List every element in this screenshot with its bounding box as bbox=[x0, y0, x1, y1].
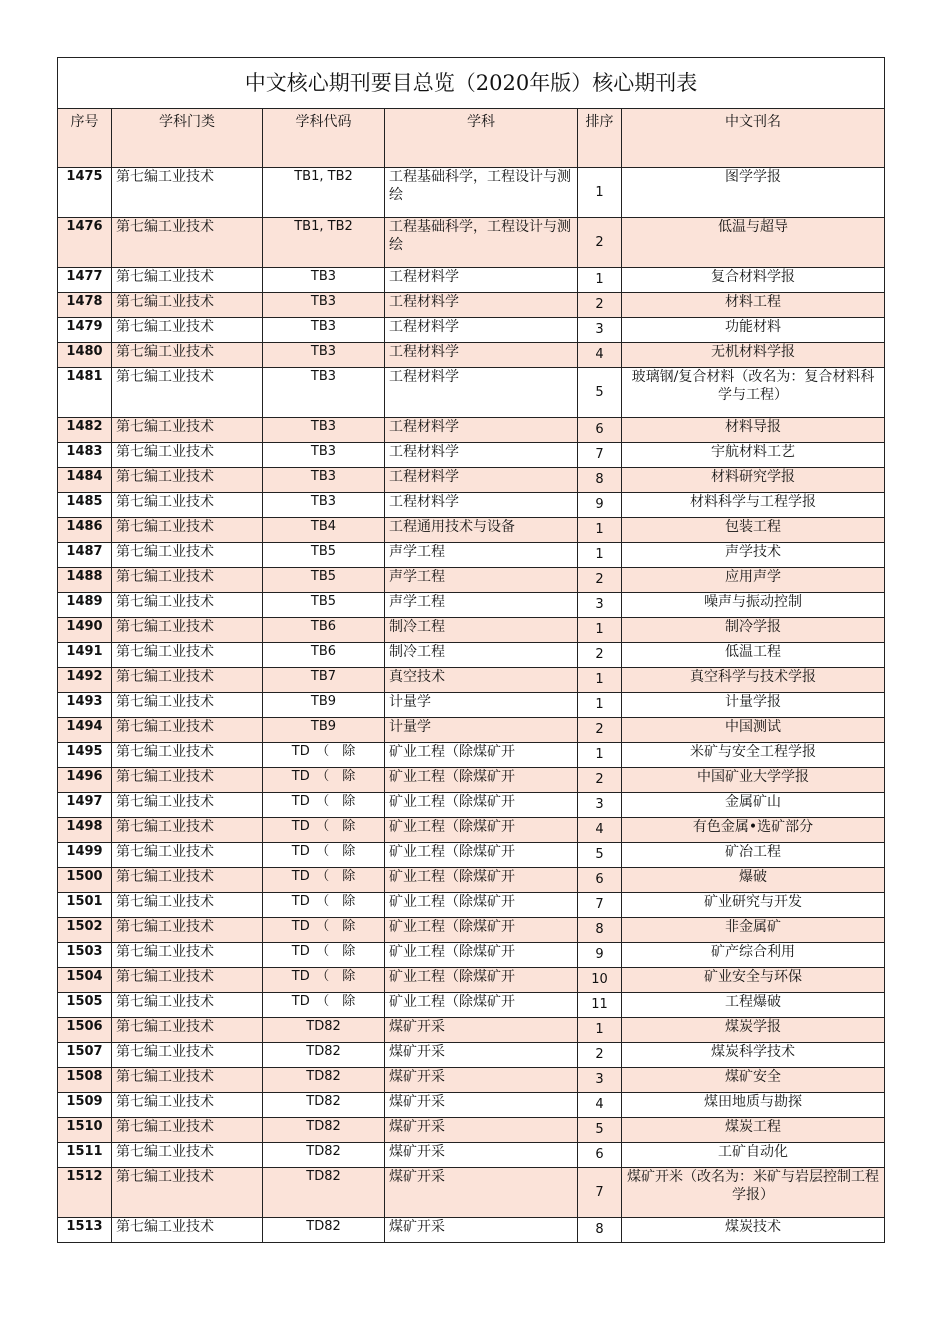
row-category: 第七编工业技术 bbox=[112, 718, 263, 743]
row-rank: 5 bbox=[578, 1118, 622, 1143]
row-code: TB1, TB2 bbox=[263, 218, 385, 268]
row-rank: 2 bbox=[578, 718, 622, 743]
table-row bbox=[58, 768, 885, 793]
row-number: 1495 bbox=[58, 743, 112, 768]
table-row bbox=[58, 743, 885, 768]
row-journal: 矿业研究与开发 bbox=[622, 893, 885, 918]
row-rank: 1 bbox=[578, 268, 622, 293]
row-rank: 2 bbox=[578, 568, 622, 593]
row-code: TD （ 除 bbox=[263, 743, 385, 768]
header-row bbox=[58, 109, 885, 168]
row-number: 1498 bbox=[58, 818, 112, 843]
row-number: 1479 bbox=[58, 318, 112, 343]
table-row bbox=[58, 1068, 885, 1093]
row-journal: 材料研究学报 bbox=[622, 468, 885, 493]
row-rank: 2 bbox=[578, 293, 622, 318]
table-row bbox=[58, 993, 885, 1018]
row-journal: 计量学报 bbox=[622, 693, 885, 718]
row-journal: 矿产综合利用 bbox=[622, 943, 885, 968]
row-subject: 煤矿开采 bbox=[385, 1093, 578, 1118]
row-rank: 4 bbox=[578, 1093, 622, 1118]
header-journal: 中文刊名 bbox=[622, 109, 885, 168]
row-code: TD （ 除 bbox=[263, 993, 385, 1018]
row-number: 1478 bbox=[58, 293, 112, 318]
row-category: 第七编工业技术 bbox=[112, 443, 263, 468]
row-rank: 3 bbox=[578, 318, 622, 343]
row-subject: 矿业工程（除煤矿开 bbox=[385, 843, 578, 868]
row-code: TD82 bbox=[263, 1093, 385, 1118]
row-category: 第七编工业技术 bbox=[112, 843, 263, 868]
row-journal: 中国测试 bbox=[622, 718, 885, 743]
row-subject: 工程材料学 bbox=[385, 318, 578, 343]
header-category: 学科门类 bbox=[112, 109, 263, 168]
row-rank: 6 bbox=[578, 868, 622, 893]
row-category: 第七编工业技术 bbox=[112, 993, 263, 1018]
row-journal: 声学技术 bbox=[622, 543, 885, 568]
row-code: TD82 bbox=[263, 1218, 385, 1243]
table-row bbox=[58, 593, 885, 618]
row-subject: 工程基础科学，工程设计与测绘 bbox=[385, 218, 578, 268]
row-code: TB6 bbox=[263, 643, 385, 668]
table-title: 中文核心期刊要目总览（2020年版）核心期刊表 bbox=[58, 58, 885, 109]
table-row bbox=[58, 618, 885, 643]
row-number: 1483 bbox=[58, 443, 112, 468]
row-subject: 声学工程 bbox=[385, 568, 578, 593]
core-journal-table bbox=[57, 57, 885, 1243]
row-rank: 5 bbox=[578, 368, 622, 418]
row-rank: 3 bbox=[578, 1068, 622, 1093]
row-journal: 材料工程 bbox=[622, 293, 885, 318]
row-number: 1490 bbox=[58, 618, 112, 643]
row-code: TB9 bbox=[263, 718, 385, 743]
row-number: 1502 bbox=[58, 918, 112, 943]
row-subject: 真空技术 bbox=[385, 668, 578, 693]
row-category: 第七编工业技术 bbox=[112, 818, 263, 843]
row-code: TD82 bbox=[263, 1018, 385, 1043]
row-journal: 煤矿安全 bbox=[622, 1068, 885, 1093]
row-category: 第七编工业技术 bbox=[112, 593, 263, 618]
row-code: TD82 bbox=[263, 1143, 385, 1168]
row-rank: 1 bbox=[578, 168, 622, 218]
table-row bbox=[58, 218, 885, 268]
row-journal: 材料科学与工程学报 bbox=[622, 493, 885, 518]
row-subject: 计量学 bbox=[385, 718, 578, 743]
table-row bbox=[58, 368, 885, 418]
row-rank: 1 bbox=[578, 668, 622, 693]
row-code: TD （ 除 bbox=[263, 918, 385, 943]
table-row bbox=[58, 918, 885, 943]
table-row bbox=[58, 968, 885, 993]
row-number: 1486 bbox=[58, 518, 112, 543]
row-code: TB4 bbox=[263, 518, 385, 543]
table-row bbox=[58, 718, 885, 743]
table-row bbox=[58, 1218, 885, 1243]
header-code: 学科代码 bbox=[263, 109, 385, 168]
row-code: TD （ 除 bbox=[263, 793, 385, 818]
row-journal: 煤炭技术 bbox=[622, 1218, 885, 1243]
row-journal: 金属矿山 bbox=[622, 793, 885, 818]
table-row bbox=[58, 543, 885, 568]
row-rank: 4 bbox=[578, 818, 622, 843]
table-row bbox=[58, 418, 885, 443]
row-subject: 煤矿开采 bbox=[385, 1118, 578, 1143]
row-subject: 工程通用技术与设备 bbox=[385, 518, 578, 543]
row-number: 1511 bbox=[58, 1143, 112, 1168]
row-number: 1500 bbox=[58, 868, 112, 893]
row-rank: 1 bbox=[578, 743, 622, 768]
table-row bbox=[58, 468, 885, 493]
row-code: TD （ 除 bbox=[263, 818, 385, 843]
row-journal: 中国矿业大学学报 bbox=[622, 768, 885, 793]
row-journal: 爆破 bbox=[622, 868, 885, 893]
row-code: TB5 bbox=[263, 543, 385, 568]
row-category: 第七编工业技术 bbox=[112, 218, 263, 268]
row-number: 1513 bbox=[58, 1218, 112, 1243]
row-number: 1503 bbox=[58, 943, 112, 968]
row-subject: 工程材料学 bbox=[385, 268, 578, 293]
row-subject: 工程材料学 bbox=[385, 368, 578, 418]
row-subject: 矿业工程（除煤矿开 bbox=[385, 993, 578, 1018]
row-category: 第七编工业技术 bbox=[112, 668, 263, 693]
row-journal: 低温与超导 bbox=[622, 218, 885, 268]
table-row bbox=[58, 943, 885, 968]
row-subject: 工程材料学 bbox=[385, 493, 578, 518]
row-number: 1510 bbox=[58, 1118, 112, 1143]
row-rank: 6 bbox=[578, 418, 622, 443]
row-code: TB3 bbox=[263, 493, 385, 518]
row-journal: 煤炭工程 bbox=[622, 1118, 885, 1143]
row-category: 第七编工业技术 bbox=[112, 343, 263, 368]
row-journal: 应用声学 bbox=[622, 568, 885, 593]
row-rank: 2 bbox=[578, 643, 622, 668]
table-row bbox=[58, 343, 885, 368]
row-number: 1501 bbox=[58, 893, 112, 918]
row-category: 第七编工业技术 bbox=[112, 1018, 263, 1043]
row-number: 1475 bbox=[58, 168, 112, 218]
row-rank: 7 bbox=[578, 1168, 622, 1218]
row-rank: 1 bbox=[578, 518, 622, 543]
row-category: 第七编工业技术 bbox=[112, 318, 263, 343]
row-number: 1504 bbox=[58, 968, 112, 993]
row-code: TB3 bbox=[263, 368, 385, 418]
row-subject: 计量学 bbox=[385, 693, 578, 718]
row-category: 第七编工业技术 bbox=[112, 893, 263, 918]
row-category: 第七编工业技术 bbox=[112, 518, 263, 543]
table-row bbox=[58, 868, 885, 893]
row-subject: 煤矿开采 bbox=[385, 1068, 578, 1093]
row-rank: 1 bbox=[578, 1018, 622, 1043]
row-code: TD82 bbox=[263, 1168, 385, 1218]
row-rank: 5 bbox=[578, 843, 622, 868]
row-code: TD （ 除 bbox=[263, 893, 385, 918]
table-row bbox=[58, 1143, 885, 1168]
row-subject: 制冷工程 bbox=[385, 643, 578, 668]
row-code: TB3 bbox=[263, 293, 385, 318]
row-category: 第七编工业技术 bbox=[112, 793, 263, 818]
row-subject: 声学工程 bbox=[385, 593, 578, 618]
row-subject: 矿业工程（除煤矿开 bbox=[385, 893, 578, 918]
row-rank: 11 bbox=[578, 993, 622, 1018]
row-category: 第七编工业技术 bbox=[112, 168, 263, 218]
row-code: TB3 bbox=[263, 318, 385, 343]
row-subject: 工程基础科学，工程设计与测绘 bbox=[385, 168, 578, 218]
row-number: 1476 bbox=[58, 218, 112, 268]
table-row bbox=[58, 643, 885, 668]
table-body bbox=[58, 168, 885, 1243]
row-journal: 煤炭科学技术 bbox=[622, 1043, 885, 1068]
row-category: 第七编工业技术 bbox=[112, 493, 263, 518]
row-code: TB6 bbox=[263, 618, 385, 643]
row-code: TD （ 除 bbox=[263, 968, 385, 993]
row-number: 1494 bbox=[58, 718, 112, 743]
row-journal: 真空科学与技术学报 bbox=[622, 668, 885, 693]
row-code: TB5 bbox=[263, 568, 385, 593]
row-rank: 7 bbox=[578, 443, 622, 468]
row-journal: 包装工程 bbox=[622, 518, 885, 543]
row-subject: 矿业工程（除煤矿开 bbox=[385, 743, 578, 768]
row-code: TD （ 除 bbox=[263, 868, 385, 893]
table-row bbox=[58, 1093, 885, 1118]
row-subject: 矿业工程（除煤矿开 bbox=[385, 943, 578, 968]
row-number: 1499 bbox=[58, 843, 112, 868]
row-subject: 矿业工程（除煤矿开 bbox=[385, 818, 578, 843]
row-subject: 工程材料学 bbox=[385, 468, 578, 493]
row-category: 第七编工业技术 bbox=[112, 418, 263, 443]
row-rank: 8 bbox=[578, 1218, 622, 1243]
row-number: 1508 bbox=[58, 1068, 112, 1093]
row-rank: 6 bbox=[578, 1143, 622, 1168]
table-row bbox=[58, 1118, 885, 1143]
row-subject: 工程材料学 bbox=[385, 443, 578, 468]
row-journal: 矿业安全与环保 bbox=[622, 968, 885, 993]
row-category: 第七编工业技术 bbox=[112, 618, 263, 643]
header-rank: 排序 bbox=[578, 109, 622, 168]
journal-table-sheet bbox=[57, 57, 884, 1243]
row-rank: 10 bbox=[578, 968, 622, 993]
row-code: TD （ 除 bbox=[263, 943, 385, 968]
table-row bbox=[58, 318, 885, 343]
row-number: 1493 bbox=[58, 693, 112, 718]
header-subject: 学科 bbox=[385, 109, 578, 168]
row-journal: 煤田地质与勘探 bbox=[622, 1093, 885, 1118]
table-row bbox=[58, 568, 885, 593]
row-number: 1488 bbox=[58, 568, 112, 593]
row-rank: 7 bbox=[578, 893, 622, 918]
row-journal: 工程爆破 bbox=[622, 993, 885, 1018]
row-category: 第七编工业技术 bbox=[112, 268, 263, 293]
row-category: 第七编工业技术 bbox=[112, 1043, 263, 1068]
table-row bbox=[58, 493, 885, 518]
row-number: 1477 bbox=[58, 268, 112, 293]
row-journal: 噪声与振动控制 bbox=[622, 593, 885, 618]
row-category: 第七编工业技术 bbox=[112, 368, 263, 418]
table-row bbox=[58, 893, 885, 918]
row-category: 第七编工业技术 bbox=[112, 1093, 263, 1118]
row-number: 1489 bbox=[58, 593, 112, 618]
row-subject: 煤矿开采 bbox=[385, 1043, 578, 1068]
table-row bbox=[58, 1018, 885, 1043]
row-journal: 矿冶工程 bbox=[622, 843, 885, 868]
row-code: TD （ 除 bbox=[263, 768, 385, 793]
row-subject: 矿业工程（除煤矿开 bbox=[385, 918, 578, 943]
row-subject: 煤矿开采 bbox=[385, 1218, 578, 1243]
row-subject: 矿业工程（除煤矿开 bbox=[385, 968, 578, 993]
row-category: 第七编工业技术 bbox=[112, 1168, 263, 1218]
row-number: 1481 bbox=[58, 368, 112, 418]
row-number: 1507 bbox=[58, 1043, 112, 1068]
table-row bbox=[58, 443, 885, 468]
row-journal: 有色金属•选矿部分 bbox=[622, 818, 885, 843]
row-code: TB3 bbox=[263, 443, 385, 468]
row-number: 1482 bbox=[58, 418, 112, 443]
table-row bbox=[58, 293, 885, 318]
table-row bbox=[58, 793, 885, 818]
row-code: TB7 bbox=[263, 668, 385, 693]
row-rank: 9 bbox=[578, 943, 622, 968]
row-category: 第七编工业技术 bbox=[112, 918, 263, 943]
row-code: TB3 bbox=[263, 343, 385, 368]
row-rank: 9 bbox=[578, 493, 622, 518]
row-number: 1505 bbox=[58, 993, 112, 1018]
row-code: TB3 bbox=[263, 268, 385, 293]
row-subject: 煤矿开采 bbox=[385, 1168, 578, 1218]
row-subject: 工程材料学 bbox=[385, 293, 578, 318]
row-journal: 宇航材料工艺 bbox=[622, 443, 885, 468]
row-journal: 煤炭学报 bbox=[622, 1018, 885, 1043]
row-category: 第七编工业技术 bbox=[112, 943, 263, 968]
row-code: TD82 bbox=[263, 1068, 385, 1093]
row-subject: 工程材料学 bbox=[385, 343, 578, 368]
row-journal: 制冷学报 bbox=[622, 618, 885, 643]
row-rank: 1 bbox=[578, 618, 622, 643]
row-subject: 煤矿开采 bbox=[385, 1143, 578, 1168]
row-journal: 功能材料 bbox=[622, 318, 885, 343]
row-category: 第七编工业技术 bbox=[112, 1068, 263, 1093]
row-category: 第七编工业技术 bbox=[112, 293, 263, 318]
row-journal: 无机材料学报 bbox=[622, 343, 885, 368]
row-number: 1496 bbox=[58, 768, 112, 793]
row-category: 第七编工业技术 bbox=[112, 468, 263, 493]
table-row bbox=[58, 843, 885, 868]
row-rank: 1 bbox=[578, 693, 622, 718]
row-rank: 1 bbox=[578, 543, 622, 568]
table-row bbox=[58, 693, 885, 718]
row-number: 1509 bbox=[58, 1093, 112, 1118]
row-category: 第七编工业技术 bbox=[112, 643, 263, 668]
table-row bbox=[58, 168, 885, 218]
row-code: TB9 bbox=[263, 693, 385, 718]
row-subject: 矿业工程（除煤矿开 bbox=[385, 868, 578, 893]
row-code: TB1, TB2 bbox=[263, 168, 385, 218]
table-row bbox=[58, 1168, 885, 1218]
row-category: 第七编工业技术 bbox=[112, 543, 263, 568]
row-number: 1497 bbox=[58, 793, 112, 818]
row-journal: 工矿自动化 bbox=[622, 1143, 885, 1168]
row-number: 1484 bbox=[58, 468, 112, 493]
row-journal: 米矿与安全工程学报 bbox=[622, 743, 885, 768]
row-journal: 煤矿开米（改名为：米矿与岩层控制工程学报） bbox=[622, 1168, 885, 1218]
row-category: 第七编工业技术 bbox=[112, 693, 263, 718]
row-number: 1506 bbox=[58, 1018, 112, 1043]
row-code: TD （ 除 bbox=[263, 843, 385, 868]
row-rank: 8 bbox=[578, 468, 622, 493]
row-journal: 复合材料学报 bbox=[622, 268, 885, 293]
header-no: 序号 bbox=[58, 109, 112, 168]
row-journal: 非金属矿 bbox=[622, 918, 885, 943]
row-subject: 声学工程 bbox=[385, 543, 578, 568]
row-rank: 8 bbox=[578, 918, 622, 943]
row-category: 第七编工业技术 bbox=[112, 868, 263, 893]
row-subject: 制冷工程 bbox=[385, 618, 578, 643]
table-row bbox=[58, 668, 885, 693]
table-row bbox=[58, 818, 885, 843]
row-number: 1492 bbox=[58, 668, 112, 693]
row-journal: 玻璃钢/复合材料（改名为：复合材料科学与工程） bbox=[622, 368, 885, 418]
row-rank: 3 bbox=[578, 593, 622, 618]
row-journal: 材料导报 bbox=[622, 418, 885, 443]
row-journal: 图学学报 bbox=[622, 168, 885, 218]
row-number: 1512 bbox=[58, 1168, 112, 1218]
row-code: TD82 bbox=[263, 1118, 385, 1143]
row-journal: 低温工程 bbox=[622, 643, 885, 668]
row-code: TD82 bbox=[263, 1043, 385, 1068]
row-rank: 2 bbox=[578, 1043, 622, 1068]
row-code: TB5 bbox=[263, 593, 385, 618]
row-category: 第七编工业技术 bbox=[112, 1143, 263, 1168]
row-code: TB3 bbox=[263, 468, 385, 493]
table-row bbox=[58, 268, 885, 293]
row-number: 1491 bbox=[58, 643, 112, 668]
row-rank: 3 bbox=[578, 793, 622, 818]
row-number: 1487 bbox=[58, 543, 112, 568]
row-category: 第七编工业技术 bbox=[112, 1218, 263, 1243]
row-category: 第七编工业技术 bbox=[112, 768, 263, 793]
row-category: 第七编工业技术 bbox=[112, 743, 263, 768]
row-number: 1485 bbox=[58, 493, 112, 518]
row-category: 第七编工业技术 bbox=[112, 968, 263, 993]
row-code: TB3 bbox=[263, 418, 385, 443]
row-subject: 矿业工程（除煤矿开 bbox=[385, 793, 578, 818]
row-rank: 4 bbox=[578, 343, 622, 368]
table-row bbox=[58, 518, 885, 543]
row-category: 第七编工业技术 bbox=[112, 1118, 263, 1143]
row-subject: 煤矿开采 bbox=[385, 1018, 578, 1043]
row-subject: 矿业工程（除煤矿开 bbox=[385, 768, 578, 793]
table-row bbox=[58, 1043, 885, 1068]
row-rank: 2 bbox=[578, 218, 622, 268]
row-subject: 工程材料学 bbox=[385, 418, 578, 443]
row-category: 第七编工业技术 bbox=[112, 568, 263, 593]
row-rank: 2 bbox=[578, 768, 622, 793]
row-number: 1480 bbox=[58, 343, 112, 368]
